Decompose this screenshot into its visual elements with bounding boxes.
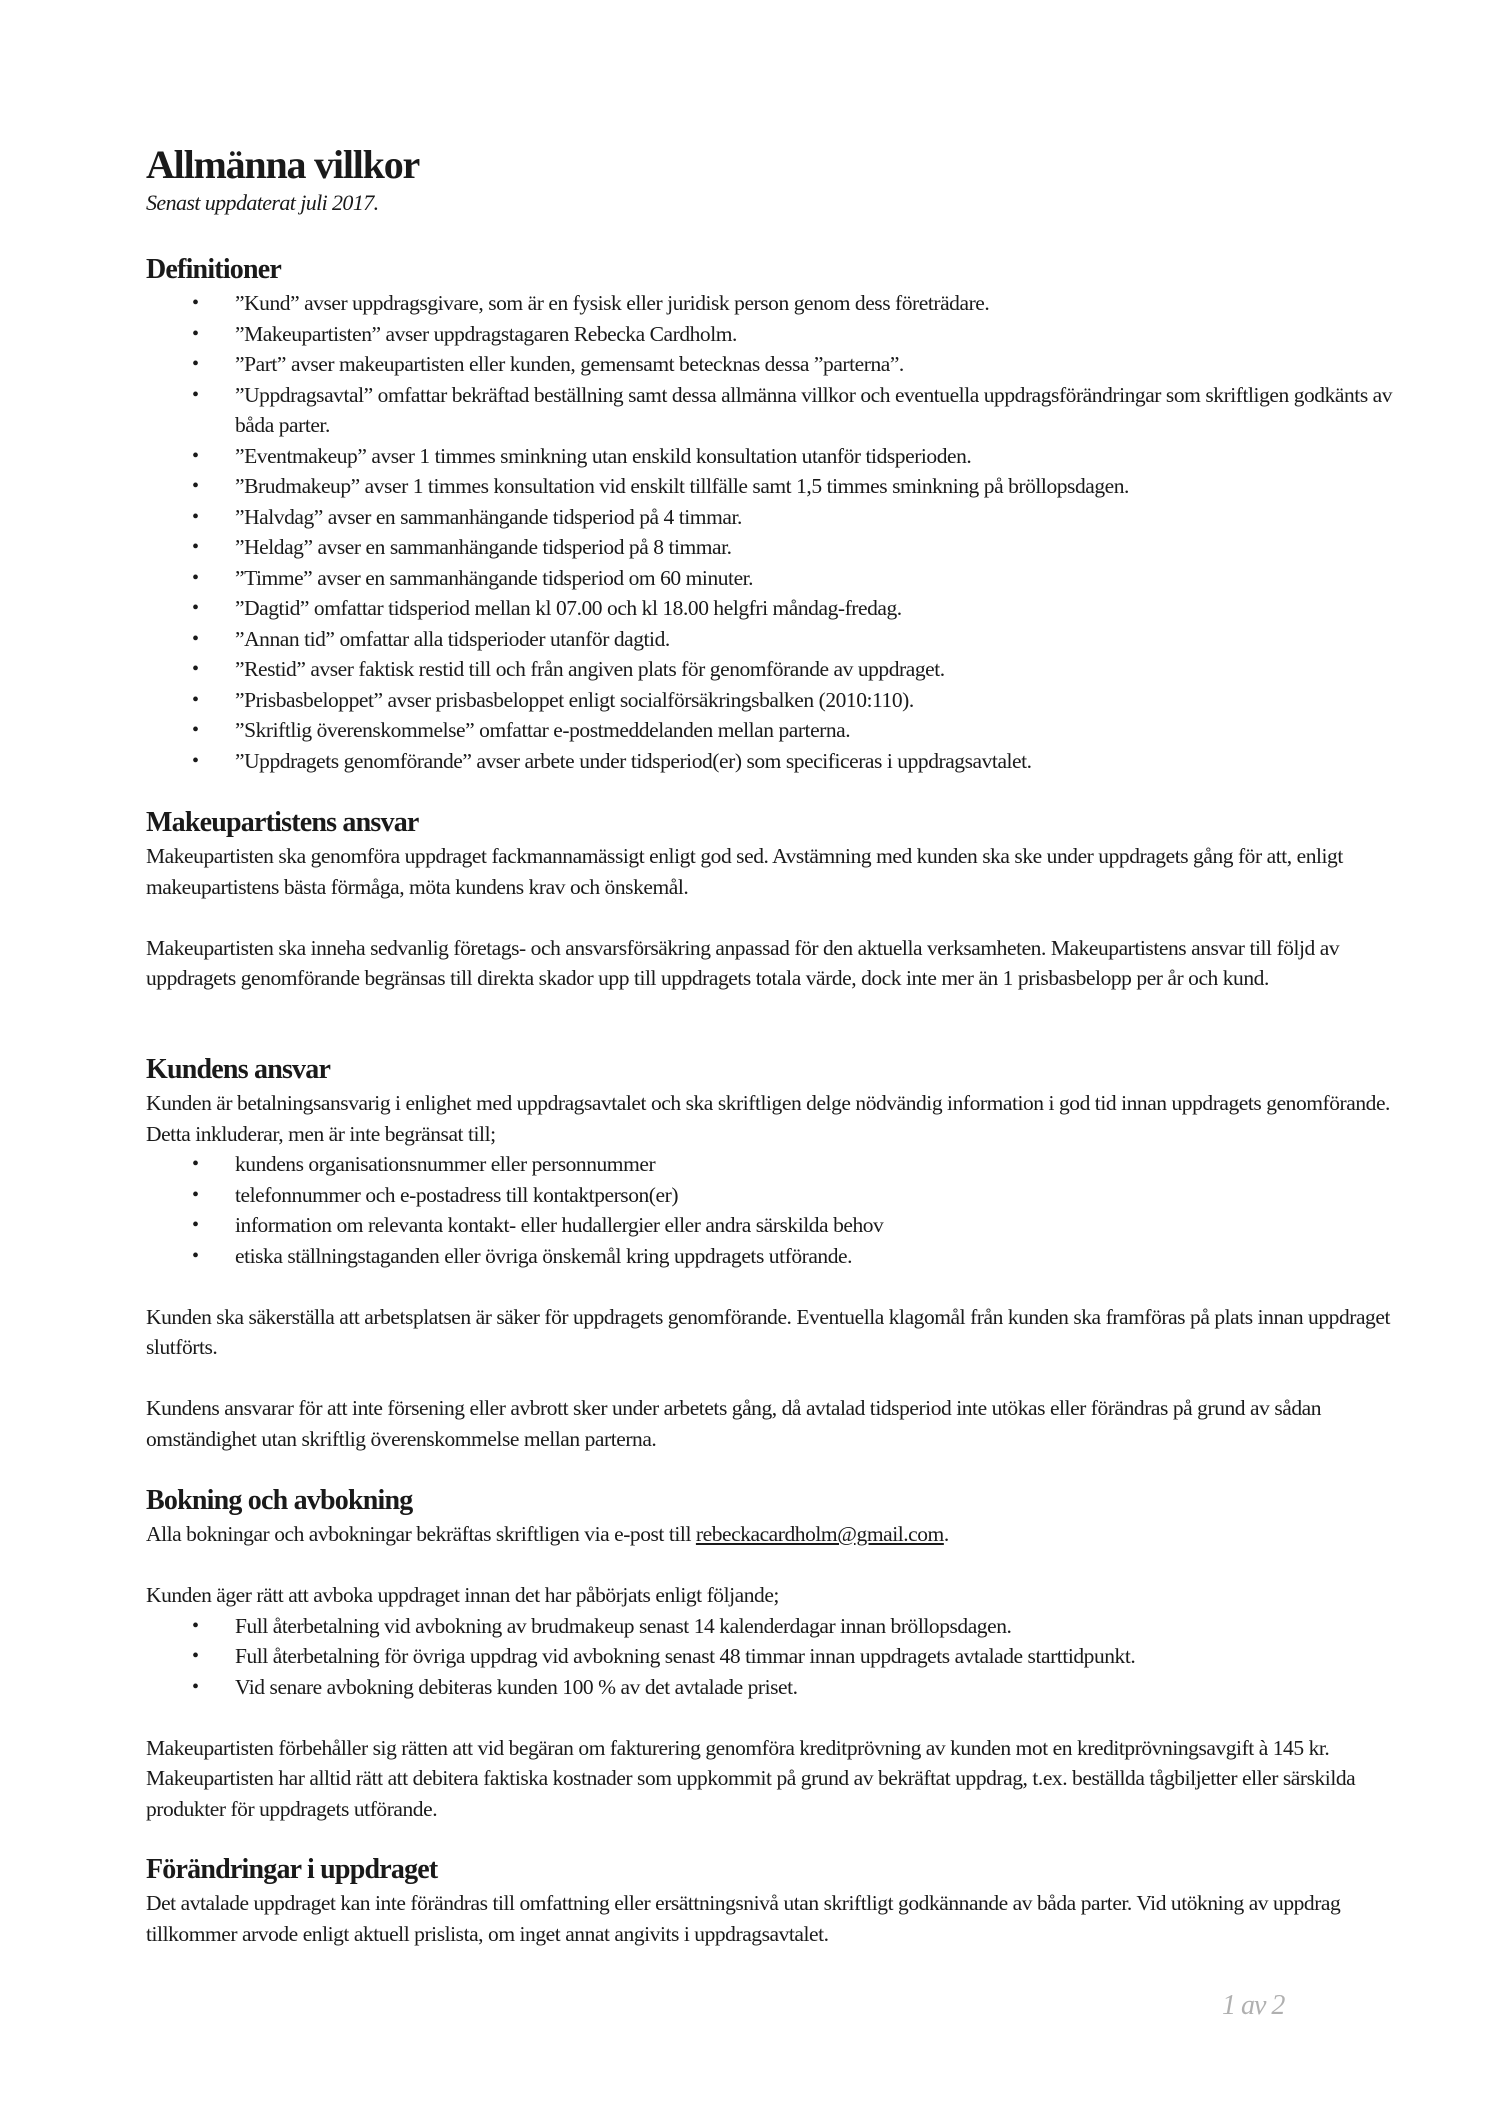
section-booking <box>146 1483 1396 1855</box>
section-changes <box>146 1852 1396 1980</box>
document-header <box>146 142 1396 218</box>
cancellation-list <box>146 1611 1396 1703</box>
section-artist-responsibility <box>146 805 1396 1024</box>
list-item <box>146 624 1396 655</box>
bullet-icon: • <box>192 383 199 406</box>
list-item-text: ”Uppdragsavtal” omfattar bekräftad beställning samt dessa allmänna villkor och eventuella uppdragsförändringar som skriftligen godkänts av båda parter. <box>235 382 1393 437</box>
bullet-icon: • <box>192 292 199 314</box>
list-item <box>146 593 1396 624</box>
list-item-text: Full återbetalning för övriga uppdrag vid avbokning senast 48 timmar innan uppdragets avtalade starttidpunkt. <box>235 1644 1136 1668</box>
list-item-text: ”Timme” avser en sammanhängande tidsperiod om 60 minuter. <box>235 565 754 590</box>
list-item-text: ”Halvdag” avser en sammanhängande tidsperiod på 4 timmar. <box>235 504 742 529</box>
list-item-text: ”Annan tid” omfattar alla tidsperioder utanför dagtid. <box>235 626 670 651</box>
list-item <box>146 471 1396 502</box>
bullet-icon: • <box>192 1675 199 1698</box>
bullet-icon: • <box>192 597 199 619</box>
list-item <box>146 654 1396 685</box>
list-item-text: ”Uppdragets genomförande” avser arbete under tidsperiod(er) som specificeras i uppdragsavtalet. <box>235 748 1032 773</box>
section-heading: Förändringar i uppdraget <box>146 1854 438 1885</box>
bullet-icon: • <box>192 1183 199 1206</box>
list-item <box>146 1611 1396 1642</box>
list-item-text: ”Dagtid” omfattar tidsperiod mellan kl 07.00 och kl 18.00 helgfri måndag-fredag. <box>235 596 902 620</box>
list-item <box>146 532 1396 563</box>
definitions-list <box>146 288 1396 776</box>
paragraph <box>146 1519 1396 1550</box>
paragraph: Kunden äger rätt att avboka uppdraget innan det har påbörjats enligt följande; <box>146 1583 779 1607</box>
list-item <box>146 1641 1396 1672</box>
section-heading: Definitioner <box>146 254 282 285</box>
list-item-text: ”Kund” avser uppdragsgivare, som är en fysisk eller juridisk person genom dess företrädare. <box>235 291 990 315</box>
list-item-text: ”Prisbasbeloppet” avser prisbasbeloppet enligt socialförsäkringsbalken (2010:110). <box>235 687 914 712</box>
last-updated: Senast uppdaterat juli 2017. <box>146 190 379 215</box>
bullet-icon: • <box>192 1214 199 1236</box>
bullet-icon: • <box>192 658 199 680</box>
list-item-text: Vid senare avbokning debiteras kunden 100 % av det avtalade priset. <box>235 1674 798 1699</box>
list-item <box>146 685 1396 716</box>
list-item <box>146 1241 1396 1272</box>
list-item <box>146 1672 1396 1703</box>
bullet-icon: • <box>192 444 199 467</box>
list-item <box>146 1210 1396 1241</box>
section-definitions <box>146 252 1396 807</box>
bullet-icon: • <box>192 627 199 650</box>
page-title: Allmänna villkor <box>146 142 420 187</box>
list-item-text: telefonnummer och e-postadress till kontaktperson(er) <box>235 1182 679 1207</box>
section-heading: Bokning och avbokning <box>146 1485 413 1516</box>
paragraph: Makeupartisten ska inneha sedvanlig företags- och ansvarsförsäkring anpassad för den aktuella verksamheten. Makeupartistens ansvar till följd av uppdragets genomförande begränsas till direkta skador upp till uppdragets totala värde, dock inte mer än 1 prisbasbelopp per år och kund. <box>146 935 1340 990</box>
list-item <box>146 380 1396 441</box>
bullet-icon: • <box>192 1614 199 1637</box>
section-customer-responsibility <box>146 1052 1396 1485</box>
section-heading: Kundens ansvar <box>146 1054 331 1085</box>
list-item <box>146 746 1396 777</box>
list-item-text: ”Brudmakeup” avser 1 timmes konsultation vid enskilt tillfälle samt 1,5 timmes sminkning på bröllopsdagen. <box>235 474 1129 498</box>
section-heading: Makeupartistens ansvar <box>146 807 419 838</box>
bullet-icon: • <box>192 1244 199 1267</box>
list-item <box>146 715 1396 746</box>
list-item-text: ”Restid” avser faktisk restid till och från angiven plats för genomförande av uppdraget. <box>235 657 945 681</box>
paragraph: Kunden ska säkerställa att arbetsplatsen är säker för uppdragets genomförande. Eventuella klagomål från kunden ska framföras på plats innan uppdraget slutförts. <box>146 1304 1390 1359</box>
bullet-icon: • <box>192 505 199 528</box>
list-item-text: kundens organisationsnummer eller personnummer <box>235 1152 656 1176</box>
bullet-icon: • <box>192 322 199 345</box>
bullet-icon: • <box>192 475 199 497</box>
bullet-icon: • <box>192 688 199 711</box>
list-item <box>146 1149 1396 1180</box>
paragraph: Det avtalade uppdraget kan inte förändras till omfattning eller ersättningsnivå utan skriftligt godkännande av båda parter. Vid utökning av uppdrag tillkommer arvode enligt aktuell prislista, om inget annat angivits i uppdragsavtalet. <box>146 1891 1341 1946</box>
list-item-text: ”Part” avser makeupartisten eller kunden, gemensamt betecknas dessa ”parterna”. <box>235 352 904 376</box>
bullet-icon: • <box>192 719 199 741</box>
paragraph: Kunden är betalningsansvarig i enlighet med uppdragsavtalet och ska skriftligen delge nödvändig information i god tid innan uppdragets genomförande. Detta inkluderar, men är inte begränsat till; <box>146 1091 1390 1146</box>
text: . <box>943 1522 949 1546</box>
list-item <box>146 502 1396 533</box>
list-item <box>146 319 1396 350</box>
list-item <box>146 441 1396 472</box>
list-item <box>146 288 1396 319</box>
list-item-text: information om relevanta kontakt- eller hudallergier eller andra särskilda behov <box>235 1213 884 1237</box>
list-item-text: ”Skriftlig överenskommelse” omfattar e-postmeddelanden mellan parterna. <box>235 718 851 742</box>
bullet-icon: • <box>192 353 199 375</box>
bullet-icon: • <box>192 536 199 558</box>
bullet-icon: • <box>192 1153 199 1175</box>
list-item-text: ”Eventmakeup” avser 1 timmes sminkning utan enskild konsultation utanför tidsperioden. <box>235 443 972 468</box>
bullet-icon: • <box>192 1645 199 1667</box>
list-item-text: Full återbetalning vid avbokning av brudmakeup senast 14 kalenderdagar innan bröllopsdagen. <box>235 1613 1012 1638</box>
bullet-icon: • <box>192 566 199 589</box>
list-item <box>146 349 1396 380</box>
list-item-text: etiska ställningstaganden eller övriga önskemål kring uppdragets utförande. <box>235 1243 853 1268</box>
list-item <box>146 563 1396 594</box>
paragraph: Makeupartisten förbehåller sig rätten att vid begäran om fakturering genomföra kreditprövning av kunden mot en kreditprövningsavgift à 145 kr. Makeupartisten har alltid rätt att debitera faktiska kostnader som uppkommit på grund av bekräftat uppdrag, t.ex. beställda tågbiljetter eller särskilda produkter för uppdragets utförande. <box>146 1735 1356 1821</box>
list-item <box>146 1180 1396 1211</box>
page-number: 1 av 2 <box>1222 1990 1285 2021</box>
customer-info-list <box>146 1149 1396 1271</box>
list-item-text: ”Heldag” avser en sammanhängande tidsperiod på 8 timmar. <box>235 535 732 559</box>
list-item-text: ”Makeupartisten” avser uppdragstagaren Rebecka Cardholm. <box>235 321 737 346</box>
email-link[interactable]: rebeckacardholm@gmail.com <box>695 1522 944 1546</box>
paragraph: Kundens ansvarar för att inte försening eller avbrott sker under arbetets gång, då avtalad tidsperiod inte utökas eller förändras på grund av sådan omständighet utan skriftlig överenskommelse mellan parterna. <box>146 1396 1322 1451</box>
text: Alla bokningar och avbokningar bekräftas skriftligen via e-post till <box>146 1522 696 1546</box>
paragraph: Makeupartisten ska genomföra uppdraget fackmannamässigt enligt god sed. Avstämning med kunden ska ske under uppdragets gång för att, enligt makeupartistens bästa förmåga, möta kundens krav och önskemål. <box>146 844 1343 899</box>
bullet-icon: • <box>192 749 199 772</box>
